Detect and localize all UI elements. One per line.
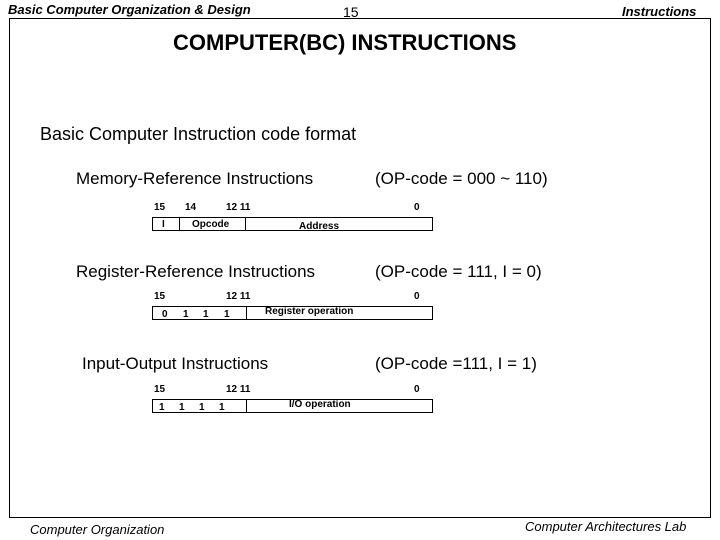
register-reference-label: Register-Reference Instructions	[76, 262, 316, 281]
header-right: Instructions	[622, 4, 697, 19]
memory-reference-label: Memory-Reference Instructions	[76, 169, 314, 188]
bit-label-15: 15	[154, 202, 166, 213]
input-output-label: Input-Output Instructions	[82, 354, 269, 373]
format-subtitle: Basic Computer Instruction code format	[40, 124, 357, 144]
opcode-bit: 1	[219, 402, 225, 413]
bit-label-0: 0	[414, 384, 420, 395]
i-bit-field: I	[162, 219, 165, 230]
field-divider	[245, 218, 246, 230]
bit-label-12-11: 12 11	[226, 384, 251, 395]
bit-label-14: 14	[185, 202, 197, 213]
page-number: 15	[343, 4, 359, 20]
field-divider	[246, 307, 247, 319]
input-output-opcode-note: (OP-code =111, I = 1)	[375, 354, 537, 373]
field-divider	[246, 400, 247, 412]
page-title: COMPUTER(BC) INSTRUCTIONS	[173, 30, 517, 55]
opcode-bit: 1	[179, 402, 185, 413]
opcode-bit: 0	[162, 309, 168, 320]
opcode-bit: 1	[199, 402, 205, 413]
bit-label-15: 15	[154, 384, 166, 395]
opcode-bit: 1	[224, 309, 230, 320]
io-operation-field: I/O operation	[289, 399, 351, 410]
opcode-bit: 1	[203, 309, 209, 320]
opcode-bit: 1	[183, 309, 189, 320]
memory-reference-format-box	[152, 217, 433, 231]
footer-right: Computer Architectures Lab	[525, 519, 687, 534]
bit-label-0: 0	[414, 202, 420, 213]
bit-label-12-11: 12 11	[226, 291, 251, 302]
memory-reference-opcode-note: (OP-code = 000 ~ 110)	[375, 169, 548, 188]
register-operation-field: Register operation	[265, 306, 354, 317]
opcode-field: Opcode	[192, 219, 230, 230]
field-divider	[179, 218, 180, 230]
input-output-format-box	[152, 399, 433, 413]
header-left: Basic Computer Organization & Design	[8, 2, 251, 17]
register-reference-opcode-note: (OP-code = 111, I = 0)	[375, 262, 542, 281]
footer-left: Computer Organization	[30, 522, 165, 537]
bit-label-0: 0	[414, 291, 420, 302]
bit-label-15: 15	[154, 291, 166, 302]
bit-label-12-11: 12 11	[226, 202, 251, 213]
opcode-bit: 1	[159, 402, 165, 413]
register-reference-format-box	[152, 306, 433, 320]
address-field: Address	[299, 221, 340, 232]
